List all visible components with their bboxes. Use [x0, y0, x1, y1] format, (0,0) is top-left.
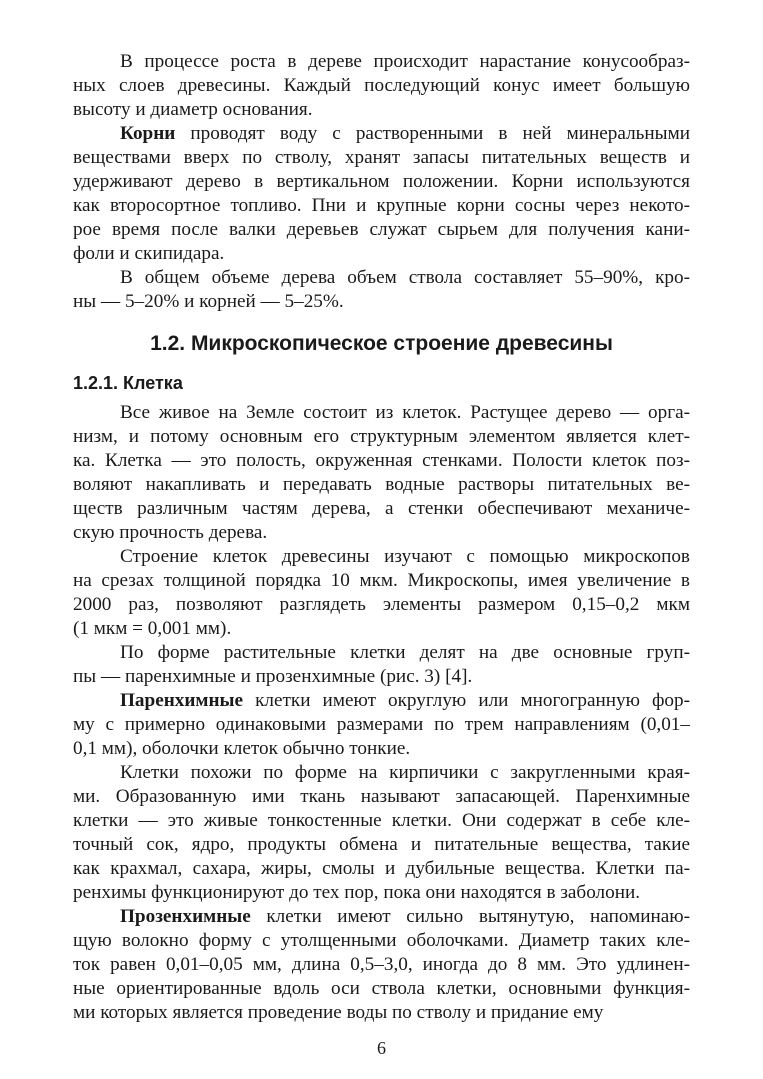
- paragraph-p3: [73, 266, 690, 314]
- line-text: воляют накапливать и передавать водные растворы питательных ве-: [73, 474, 690, 495]
- line-text: ток равен 0,01–0,05 мм, длина 0,5–3,0, иногда до 8 мм. Это удлинен-: [73, 954, 690, 975]
- line-text: удерживают дерево в вертикальном положении. Корни используются: [73, 171, 690, 192]
- text-line: [73, 761, 690, 785]
- line-text: проводят воду с растворенными в ней минеральными: [175, 123, 690, 144]
- paragraph-p9: [73, 905, 690, 1025]
- paragraph-p5: [73, 545, 690, 641]
- line-text: рое время после валки деревьев служат сырьем для получения кани-: [73, 219, 690, 240]
- line-text: (1 мкм = 0,001 мм).: [73, 618, 232, 639]
- text-line: [73, 881, 690, 905]
- line-text: ных слоев древесины. Каждый последующий конус имеет большую: [73, 75, 690, 96]
- line-text: ми которых является проведение воды по стволу и придание ему: [73, 1002, 604, 1023]
- text-line: [73, 218, 690, 242]
- line-text: на срезах толщиной порядка 10 мкм. Микроскопы, имея увеличение в: [73, 570, 690, 591]
- text-line: [73, 425, 690, 449]
- text-line: [73, 833, 690, 857]
- line-text: ренхимы функционируют до тех пор, пока они находятся в заболони.: [73, 882, 641, 903]
- line-text: Все живое на Земле состоит из клеток. Растущее дерево — орга-: [120, 402, 690, 423]
- line-text: как второсортное топливо. Пни и крупные корни сосны через некото-: [73, 195, 690, 216]
- text-line: [73, 266, 690, 290]
- line-text: точный сок, ядро, продукты обмена и питательные вещества, такие: [73, 834, 690, 855]
- line-text: скую прочность дерева.: [73, 522, 268, 543]
- text-line: [73, 953, 690, 977]
- paragraph-p6: [73, 641, 690, 689]
- text-line: [73, 194, 690, 218]
- line-text: фоли и скипидара.: [73, 243, 225, 264]
- line-text: высоту и диаметр основания.: [73, 99, 313, 120]
- text-line: [73, 785, 690, 809]
- line-text: По форме растительные клетки делят на две основные груп-: [120, 642, 690, 663]
- text-line: [73, 689, 690, 713]
- text-line: [73, 449, 690, 473]
- text-line: [73, 473, 690, 497]
- text-line: [73, 1001, 690, 1025]
- paragraph-p7: [73, 689, 690, 761]
- text-line: [73, 905, 690, 929]
- bold-term: Прозенхимные: [120, 906, 251, 927]
- bold-term: Корни: [120, 123, 176, 144]
- text-line: [73, 122, 690, 146]
- paragraph-p8: [73, 761, 690, 905]
- body-text-block: [73, 401, 690, 1025]
- text-line: [73, 98, 690, 122]
- text-line: [73, 713, 690, 737]
- line-text: ми. Образованную ими ткань называют запасающей. Паренхимные: [73, 786, 690, 807]
- section-heading: 1.2. Микроскопическое строение древесины: [150, 332, 613, 355]
- line-text: 2000 раз, позволяют разглядеть элементы размером 0,15–0,2 мкм: [73, 594, 690, 615]
- line-text: щую волокно форму с утолщенными оболочками. Диаметр таких кле-: [73, 930, 690, 951]
- text-line: [73, 545, 690, 569]
- text-line: [73, 521, 690, 545]
- text-line: [73, 929, 690, 953]
- line-text: низм, и потому основным его структурным элементом является клет-: [73, 426, 690, 447]
- text-line: [73, 74, 690, 98]
- line-text: ка. Клетка — это полость, окруженная стенками. Полости клеток поз-: [73, 450, 690, 471]
- line-text: клетки имеют округлую или многогранную фор-: [243, 690, 690, 711]
- text-line: [73, 242, 690, 266]
- line-text: ные ориентированные вдоль оси ствола клетки, основными функция-: [73, 978, 690, 999]
- text-line: [73, 569, 690, 593]
- text-line: [73, 290, 690, 314]
- text-line: [73, 809, 690, 833]
- line-text: му с примерно одинаковыми размерами по трем направлениям (0,01–: [73, 714, 690, 735]
- text-line: [73, 737, 690, 761]
- line-text: Строение клеток древесины изучают с помощью микроскопов: [120, 546, 690, 567]
- text-line: [73, 146, 690, 170]
- paragraph-p1: [73, 50, 690, 122]
- text-line: [73, 593, 690, 617]
- paragraph-p2: [73, 122, 690, 266]
- text-line: [73, 857, 690, 881]
- paragraph-p4: [73, 401, 690, 545]
- text-line: [73, 665, 690, 689]
- line-text: пы — паренхимные и прозенхимные (рис. 3) [4].: [73, 666, 473, 687]
- line-text: клетки имеют сильно вытянутую, напоминаю-: [250, 906, 690, 927]
- line-text: веществами вверх по стволу, хранят запасы питательных веществ и: [73, 147, 690, 168]
- text-line: [73, 617, 690, 641]
- line-text: как крахмал, сахара, жиры, смолы и дубильные вещества. Клетки па-: [73, 858, 690, 879]
- text-line: [73, 401, 690, 425]
- line-text: ществ различным частям дерева, а стенки обеспечивают механиче-: [73, 498, 690, 519]
- text-line: [73, 641, 690, 665]
- line-text: Клетки похожи по форме на кирпичики с закругленными края-: [120, 762, 690, 783]
- subsection-heading: 1.2.1. Клетка: [73, 373, 183, 393]
- page-number: 6: [377, 1038, 386, 1058]
- line-text: В общем объеме дерева объем ствола составляет 55–90%, кро-: [120, 267, 690, 288]
- intro-text-block: [73, 50, 690, 314]
- line-text: 0,1 мм), оболочки клеток обычно тонкие.: [73, 738, 411, 759]
- text-line: [73, 170, 690, 194]
- line-text: В процессе роста в дереве происходит нарастание конусообраз-: [120, 51, 690, 72]
- text-line: [73, 497, 690, 521]
- text-line: [73, 977, 690, 1001]
- document-page: [73, 50, 690, 1050]
- line-text: клетки — это живые тонкостенные клетки. Они содержат в себе кле-: [73, 810, 690, 831]
- bold-term: Паренхимные: [120, 690, 244, 711]
- text-line: [73, 50, 690, 74]
- line-text: ны — 5–20% и корней — 5–25%.: [73, 291, 344, 312]
